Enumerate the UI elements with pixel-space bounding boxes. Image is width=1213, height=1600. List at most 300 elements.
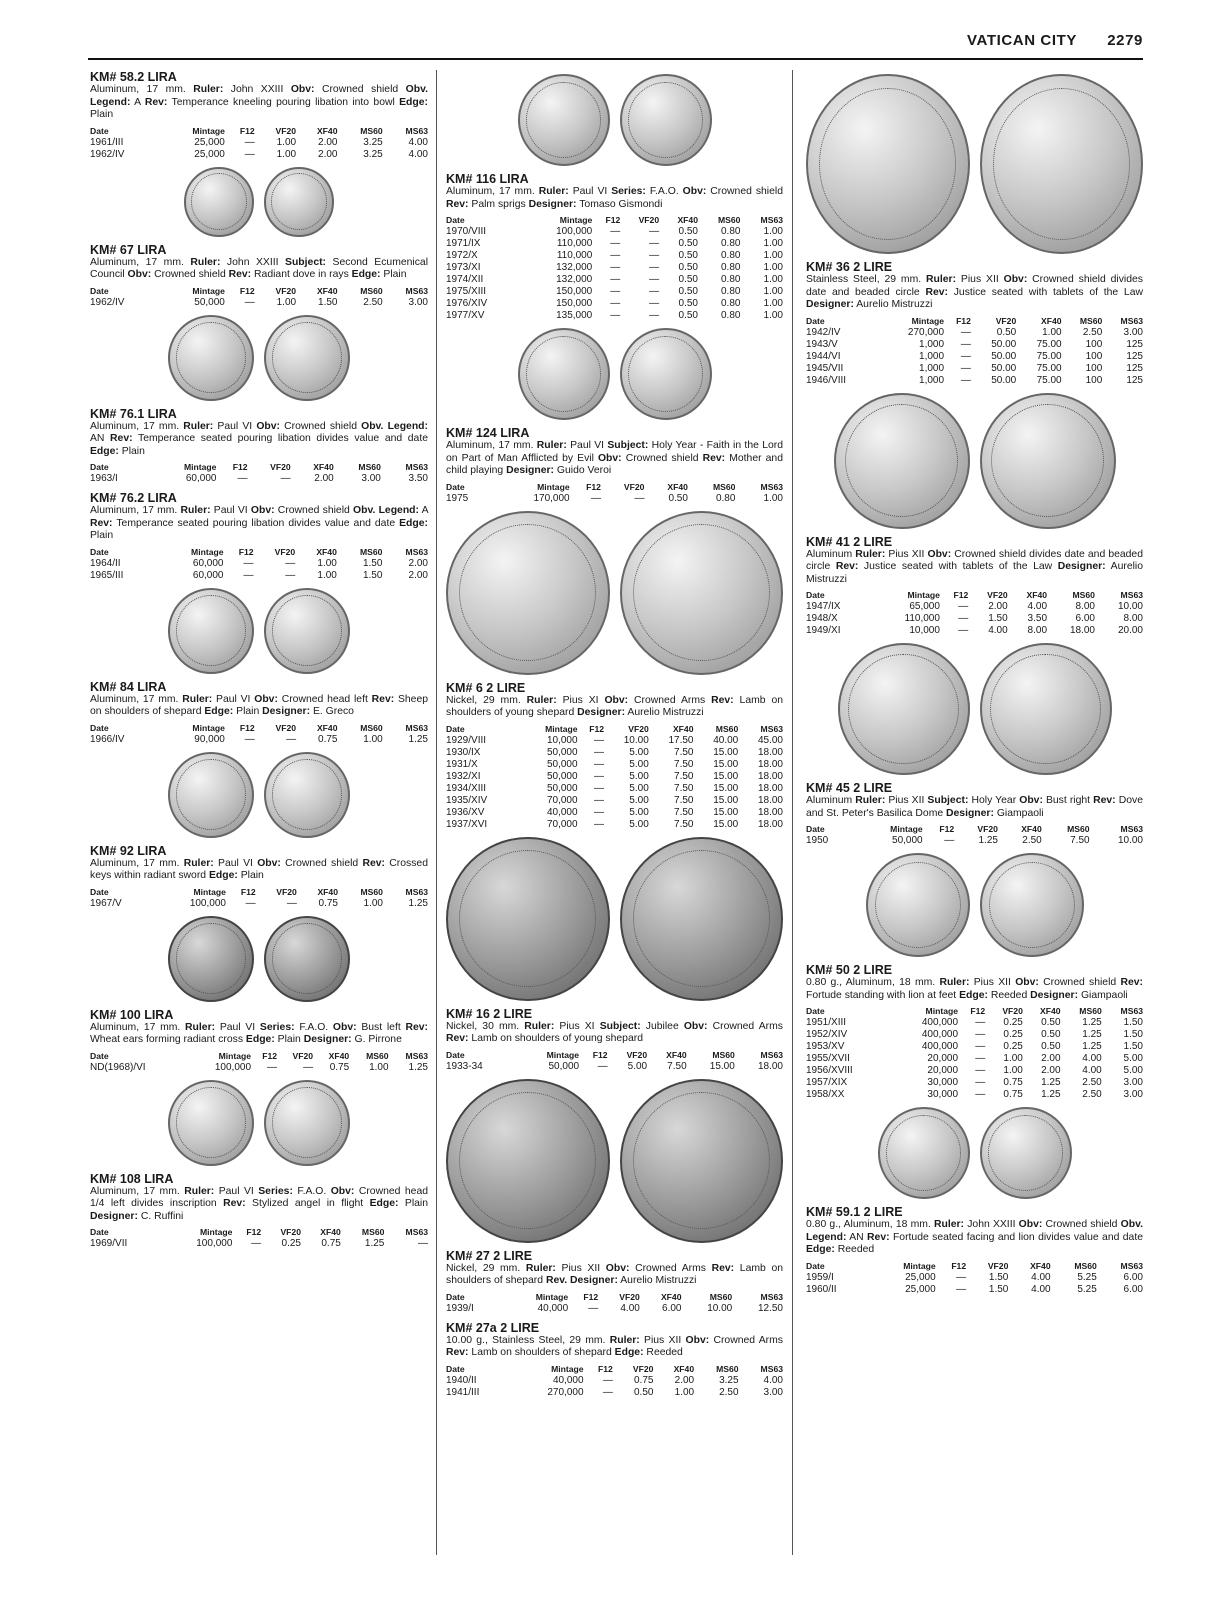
- table-row: [806, 375, 1143, 387]
- column-header: Mintage: [890, 824, 923, 834]
- column-header: XF40: [1026, 590, 1048, 600]
- catalog-entry: [90, 407, 428, 486]
- table-cell: 10,000: [909, 625, 940, 636]
- column-header: MS60: [715, 723, 739, 734]
- table-cell: 1.25: [1082, 1017, 1102, 1028]
- table-cell: 50.00: [991, 374, 1017, 386]
- table-cell: 25,000: [194, 136, 225, 148]
- coin-obverse-image: [168, 315, 254, 401]
- table-cell: 4.00: [1031, 1283, 1051, 1295]
- column-header: XF40: [316, 285, 338, 296]
- table-cell: 0.80: [720, 226, 741, 237]
- table-cell: 25,000: [194, 148, 225, 160]
- table-cell: 132,000: [556, 274, 593, 285]
- table-cell: ND(1968)/VI: [90, 1061, 146, 1073]
- table-cell: —: [975, 1017, 986, 1028]
- column-header: MS60: [1074, 1260, 1097, 1271]
- table-cell: 0.50: [1041, 1029, 1061, 1040]
- column-header: XF40: [316, 722, 338, 733]
- table-cell: 1975/XIII: [446, 286, 487, 297]
- table-cell: 150,000: [556, 286, 593, 297]
- column-header: VF20: [623, 481, 645, 492]
- table-row: [446, 795, 783, 807]
- coin-description: Aluminum Ruler: Pius XII Obv: Crowned shield divides date and beaded circle Rev: Justice seated with tablets of the Law Designer: Aurelio Mistruzzi: [806, 548, 1143, 585]
- table-cell: 1.25: [1082, 1029, 1102, 1040]
- page-number: 2279: [1107, 32, 1143, 49]
- table-cell: 3.25: [719, 1374, 739, 1386]
- coin-description: Aluminum, 17 mm. Ruler: John XXIII Obv: Crowned shield Obv. Legend: A Rev: Temperance kneeling pouring libation into bowl Edge: Plain: [90, 84, 428, 120]
- table-cell: 150,000: [556, 298, 593, 309]
- column-header: F12: [238, 546, 254, 557]
- table-cell: 0.50: [678, 250, 698, 261]
- table-cell: 1.50: [1123, 1029, 1143, 1040]
- table-row: [446, 226, 783, 238]
- table-cell: 2.00: [1041, 1065, 1061, 1076]
- km-number: KM# 92 LIRA: [90, 843, 167, 858]
- table-cell: 125: [1126, 350, 1143, 362]
- coin-reverse-image: [620, 1079, 784, 1243]
- table-cell: 0.50: [668, 492, 688, 504]
- km-number: KM# 41 2 LIRE: [806, 534, 893, 549]
- table-cell: —: [649, 274, 660, 285]
- table-cell: 100,000: [189, 897, 226, 909]
- table-cell: 6.00: [662, 1302, 682, 1314]
- table-cell: —: [649, 238, 660, 249]
- table-cell: 1949/XI: [806, 625, 841, 636]
- table-cell: 1.25: [364, 1238, 385, 1249]
- table-cell: 1.25: [408, 733, 428, 745]
- table-cell: 1.00: [763, 250, 783, 261]
- column-header: Mintage: [183, 462, 217, 472]
- table-row: [446, 238, 783, 250]
- table-cell: —: [958, 601, 969, 612]
- table-row: [446, 759, 783, 771]
- column-header: Mintage: [907, 590, 940, 600]
- table-cell: —: [975, 1089, 986, 1100]
- table-cell: 1.00: [763, 298, 783, 309]
- column-header: Mintage: [192, 722, 225, 733]
- table-cell: —: [649, 226, 660, 237]
- column-header: Date: [446, 215, 465, 225]
- km-number: KM# 100 LIRA: [90, 1007, 174, 1022]
- table-cell: —: [975, 1041, 986, 1052]
- table-cell: —: [594, 770, 605, 782]
- coin-description: Nickel, 30 mm. Ruler: Pius XI Subject: Jubilee Obv: Crowned Arms Rev: Lamb on shoulders of young shepard: [446, 1020, 783, 1044]
- table-header-row: [446, 1290, 783, 1303]
- table-cell: —: [649, 286, 660, 297]
- table-cell: 1937/XVI: [446, 818, 488, 830]
- column-header: VF20: [276, 886, 297, 897]
- table-cell: 0.25: [1003, 1041, 1023, 1052]
- mintage-table: [446, 1048, 783, 1073]
- coin-description: Aluminum, 17 mm. Ruler: Paul VI Subject: Holy Year - Faith in the Lord on Part of Man Afflicted by Evil Obv: Crowned shield Rev: Mother and child playing Designer: Guido Veroi: [446, 440, 783, 476]
- km-number: KM# 45 2 LIRE: [806, 781, 893, 795]
- table-cell: 7.50: [674, 782, 694, 794]
- table-row: [806, 613, 1143, 625]
- table-header-row: [446, 722, 783, 735]
- catalog-entry: [446, 1321, 783, 1399]
- coin-obverse-image: [446, 837, 610, 1001]
- table-row: [446, 747, 783, 759]
- column-header: XF40: [672, 723, 694, 734]
- table-cell: 0.75: [318, 733, 338, 745]
- mintage-table: [90, 284, 428, 309]
- table-cell: 1965/III: [90, 569, 124, 581]
- km-number: KM# 16 2 LIRE: [446, 1006, 533, 1021]
- coin-reverse-image: [620, 74, 712, 166]
- table-cell: 1939/I: [446, 1302, 474, 1314]
- table-cell: 50,000: [546, 782, 578, 794]
- table-cell: 15.00: [713, 818, 739, 830]
- table-cell: 2.00: [674, 1374, 695, 1386]
- table-cell: —: [634, 492, 645, 504]
- table-cell: 1967/V: [90, 897, 122, 909]
- mintage-table: [806, 314, 1143, 387]
- coin-reverse-image: [980, 643, 1112, 775]
- table-cell: 135,000: [556, 310, 593, 321]
- table-cell: 75.00: [1036, 362, 1062, 374]
- table-row: [446, 493, 783, 505]
- catalog-entry: [90, 70, 428, 237]
- column-header: XF40: [328, 1050, 350, 1061]
- table-cell: 0.75: [634, 1374, 654, 1386]
- coin-images: [806, 1107, 1143, 1199]
- table-cell: 1975: [446, 492, 469, 504]
- catalog-entry: [90, 844, 428, 1002]
- km-number: KM# 27 2 LIRE: [446, 1248, 533, 1263]
- table-cell: 1976/XIV: [446, 298, 488, 309]
- column-divider: [792, 70, 793, 1555]
- mintage-table: [90, 721, 428, 746]
- column-header: F12: [239, 722, 255, 733]
- table-cell: —: [610, 298, 621, 309]
- km-number: KM# 36 2 LIRE: [806, 260, 893, 274]
- table-row: [90, 558, 428, 570]
- table-cell: 20.00: [1117, 625, 1143, 636]
- coin-description: Aluminum, 17 mm. Ruler: John XXIII Subject: Second Ecumenical Council Obv: Crowned shield Rev: Radiant dove in rays Edge: Plain: [90, 256, 429, 280]
- column-header: VF20: [619, 1291, 640, 1302]
- mintage-table: [446, 1290, 783, 1315]
- table-cell: 18.00: [1069, 625, 1095, 636]
- column-header: MS63: [760, 1363, 783, 1374]
- km-number: KM# 76.2 LIRA: [90, 491, 177, 505]
- table-cell: 1.00: [1003, 1065, 1023, 1076]
- table-row: [806, 1017, 1143, 1029]
- table-cell: 1940/II: [446, 1374, 477, 1386]
- table-cell: —: [303, 1061, 314, 1073]
- column-left: [90, 68, 428, 1256]
- table-cell: —: [286, 733, 297, 745]
- table-cell: 2.50: [1022, 835, 1042, 846]
- column-header: Date: [806, 824, 825, 834]
- table-cell: —: [975, 1053, 986, 1064]
- table-cell: —: [237, 473, 248, 484]
- table-cell: 6.00: [1123, 1271, 1143, 1283]
- column-header: XF40: [1021, 824, 1042, 834]
- table-cell: 5.25: [1077, 1283, 1097, 1295]
- table-cell: 1,000: [919, 374, 945, 386]
- table-cell: 4.00: [1027, 601, 1048, 612]
- column-header: MS63: [405, 462, 428, 472]
- table-cell: 2.00: [408, 557, 428, 569]
- table-cell: 110,000: [556, 238, 593, 249]
- table-cell: —: [418, 1238, 428, 1249]
- column-header: F12: [598, 1363, 613, 1374]
- table-row: [446, 250, 783, 262]
- km-number: KM# 50 2 LIRE: [806, 963, 893, 977]
- km-number: KM# 84 LIRA: [90, 679, 167, 694]
- table-row: [90, 1238, 428, 1250]
- mintage-table: [446, 1362, 783, 1399]
- column-header: Mintage: [193, 886, 226, 897]
- column-header: MS63: [1120, 1260, 1143, 1271]
- column-header: F12: [583, 1291, 599, 1302]
- table-row: [446, 274, 783, 286]
- table-cell: 1.00: [763, 226, 783, 237]
- table-cell: 0.80: [720, 274, 741, 285]
- table-cell: 1973/XI: [446, 262, 481, 273]
- coin-reverse-image: [980, 74, 1144, 254]
- table-cell: 15.00: [713, 806, 739, 818]
- coin-reverse-image: [264, 916, 350, 1002]
- table-cell: 18.00: [757, 1060, 783, 1072]
- mintage-table: [806, 588, 1143, 637]
- table-cell: 1.25: [1041, 1077, 1061, 1088]
- table-cell: 0.75: [329, 1061, 350, 1073]
- table-cell: 1953/XV: [806, 1041, 845, 1052]
- table-row: [90, 149, 428, 161]
- column-header: MS60: [360, 722, 383, 733]
- catalog-entry: [90, 243, 428, 401]
- coin-images: [446, 74, 783, 166]
- column-header: XF40: [316, 546, 337, 557]
- table-cell: 0.50: [634, 1386, 654, 1398]
- table-cell: 0.75: [321, 1238, 341, 1249]
- table-row: [446, 771, 783, 783]
- table-cell: —: [243, 557, 254, 569]
- column-header: F12: [939, 824, 955, 834]
- table-row: [446, 310, 783, 322]
- table-cell: —: [590, 492, 601, 504]
- table-cell: 10,000: [546, 734, 578, 746]
- table-cell: 1956/XVIII: [806, 1065, 853, 1076]
- mintage-table: [446, 213, 783, 322]
- coin-reverse-image: [264, 315, 350, 401]
- table-cell: 3.25: [363, 148, 383, 160]
- column-header: XF40: [313, 462, 334, 472]
- table-cell: 18.00: [757, 770, 783, 782]
- coin-obverse-image: [866, 853, 970, 957]
- coin-obverse-image: [806, 74, 970, 254]
- coin-description: Aluminum, 17 mm. Ruler: Paul VI Series: F.A.O. Obv: Crowned shield Rev: Palm sprigs Designer: Tomaso Gismondi: [446, 186, 783, 210]
- column-header: VF20: [292, 1050, 314, 1061]
- coin-images: [90, 588, 428, 674]
- table-cell: 3.50: [408, 473, 428, 484]
- table-cell: 5.00: [629, 806, 649, 818]
- column-header: F12: [951, 1260, 967, 1271]
- table-cell: —: [960, 362, 971, 374]
- table-cell: 6.00: [1123, 1283, 1143, 1295]
- table-cell: 1.00: [674, 1386, 695, 1398]
- table-cell: 0.75: [1003, 1089, 1023, 1100]
- table-header-row: [446, 1048, 783, 1061]
- table-cell: 1.50: [1123, 1041, 1143, 1052]
- table-cell: 7.50: [674, 806, 694, 818]
- table-cell: —: [956, 1271, 967, 1283]
- table-row: [90, 1062, 428, 1074]
- table-cell: 1.50: [362, 569, 383, 581]
- table-cell: 8.00: [1123, 613, 1143, 624]
- table-row: [446, 262, 783, 274]
- column-header: MS60: [360, 886, 383, 897]
- mintage-table: [90, 1049, 428, 1074]
- catalog-entry: [446, 1249, 783, 1315]
- table-cell: 1972/X: [446, 250, 478, 261]
- table-cell: —: [960, 326, 971, 338]
- column-header: XF40: [677, 215, 698, 225]
- table-cell: —: [610, 226, 621, 237]
- coin-description: 0.80 g., Aluminum, 18 mm. Ruler: John XXIII Obv: Crowned shield Obv. Legend: AN Rev: Fortude seated facing and lion divides value and date Edge: Reeded: [806, 1219, 1143, 1255]
- column-header: Mintage: [218, 1050, 252, 1061]
- table-cell: 2.50: [1082, 326, 1103, 338]
- column-header: Date: [806, 590, 825, 600]
- table-row: [806, 625, 1143, 637]
- column-header: MS60: [1079, 315, 1103, 326]
- table-cell: 30,000: [927, 1077, 959, 1088]
- table-cell: 25,000: [905, 1271, 936, 1283]
- table-row: [806, 1089, 1143, 1101]
- table-header-row: [806, 314, 1143, 327]
- table-cell: 0.80: [720, 310, 741, 321]
- coin-description: Stainless Steel, 29 mm. Ruler: Pius XII Obv: Crowned shield divides date and beaded circle Rev: Justice seated with tablets of the Law Designer: Aurelio Mistruzzi: [806, 274, 1143, 310]
- coin-images: [90, 167, 428, 237]
- column-header: MS60: [716, 1363, 739, 1374]
- table-cell: 1.00: [763, 286, 783, 297]
- table-cell: 50,000: [546, 758, 578, 770]
- column-header: F12: [246, 1227, 262, 1237]
- catalog-entry: [446, 681, 783, 1001]
- table-cell: 1.00: [763, 262, 783, 273]
- table-cell: 1929/VIII: [446, 734, 487, 746]
- table-cell: —: [610, 274, 621, 285]
- table-cell: —: [975, 1065, 986, 1076]
- mintage-table: [90, 885, 428, 910]
- table-cell: —: [588, 1302, 599, 1314]
- table-cell: 60,000: [192, 569, 224, 581]
- catalog-entry: [446, 426, 783, 675]
- coin-description: Aluminum, 17 mm. Ruler: Paul VI Obv: Crowned shield Obv. Legend: AN Rev: Temperance seated pouring libation divides value and date Edge: Plain: [90, 420, 428, 457]
- table-cell: 0.50: [996, 326, 1017, 338]
- table-cell: —: [245, 897, 256, 909]
- table-header-row: [446, 213, 783, 226]
- coin-reverse-image: [264, 167, 334, 237]
- table-cell: 1962/IV: [90, 296, 125, 308]
- table-cell: 1962/IV: [90, 148, 125, 160]
- table-cell: 5.00: [629, 770, 649, 782]
- table-row: [446, 735, 783, 747]
- column-header: VF20: [280, 1227, 301, 1237]
- table-cell: 1945/VII: [806, 362, 844, 374]
- column-header: XF40: [320, 1227, 341, 1237]
- running-title: VATICAN CITY: [967, 32, 1077, 49]
- coin-reverse-image: [620, 328, 712, 420]
- table-cell: 7.50: [1070, 835, 1090, 846]
- catalog-entry: [90, 1008, 428, 1166]
- column-header: Date: [90, 462, 109, 472]
- table-header-row: [90, 1049, 428, 1062]
- table-cell: 50.00: [991, 350, 1017, 362]
- column-header: F12: [592, 1049, 608, 1060]
- table-header-row: [90, 460, 428, 473]
- table-cell: 100,000: [214, 1061, 252, 1073]
- column-header: Date: [806, 1260, 825, 1271]
- table-row: [446, 819, 783, 831]
- table-cell: —: [285, 569, 296, 581]
- coin-reverse-image: [620, 511, 784, 675]
- table-cell: —: [610, 262, 621, 273]
- table-cell: 1.00: [276, 136, 297, 148]
- table-row: [90, 297, 428, 309]
- table-cell: 7.50: [674, 770, 694, 782]
- table-cell: 1.00: [317, 569, 337, 581]
- column-header: Mintage: [191, 546, 224, 557]
- column-header: VF20: [638, 215, 660, 225]
- table-cell: 0.50: [678, 238, 698, 249]
- table-cell: 4.00: [408, 136, 428, 148]
- table-cell: 18.00: [757, 794, 783, 806]
- catalog-entry: [90, 1172, 428, 1251]
- table-cell: 1955/XVII: [806, 1053, 850, 1064]
- table-cell: 0.50: [678, 298, 698, 309]
- table-cell: —: [594, 782, 605, 794]
- table-cell: 0.80: [720, 250, 741, 261]
- table-cell: 1971/IX: [446, 238, 481, 249]
- coin-images: [806, 74, 1143, 254]
- table-cell: —: [960, 350, 971, 362]
- table-row: [446, 783, 783, 795]
- column-header: F12: [589, 723, 605, 734]
- km-number: KM# 58.2 LIRA: [90, 70, 177, 84]
- coin-reverse-image: [980, 1107, 1072, 1199]
- table-cell: —: [594, 806, 605, 818]
- table-cell: 2.50: [719, 1386, 739, 1398]
- table-cell: 1944/VI: [806, 350, 841, 362]
- km-number: KM# 108 LIRA: [90, 1171, 174, 1186]
- column-header: F12: [239, 125, 255, 136]
- table-cell: 75.00: [1036, 350, 1062, 362]
- coin-description: Nickel, 29 mm. Ruler: Pius XI Obv: Crowned Arms Rev: Lamb on shoulders of young shepard Designer: Aurelio Mistruzzi: [446, 694, 784, 718]
- table-cell: 8.00: [1075, 601, 1095, 612]
- table-cell: 18.00: [757, 818, 783, 830]
- table-cell: 1.00: [763, 492, 783, 504]
- table-cell: 1933-34: [446, 1060, 483, 1072]
- coin-images: [806, 643, 1143, 775]
- column-header: Date: [90, 1050, 109, 1061]
- column-header: MS60: [360, 125, 383, 136]
- column-header: MS60: [360, 285, 383, 296]
- coin-reverse-image: [620, 837, 784, 1001]
- table-cell: 100,000: [196, 1238, 233, 1249]
- table-cell: 20,000: [927, 1053, 959, 1064]
- table-cell: 1.00: [763, 274, 783, 285]
- table-cell: 1930/IX: [446, 746, 481, 758]
- table-row: [90, 473, 428, 485]
- table-cell: 8.00: [1027, 625, 1048, 636]
- table-cell: 100,000: [556, 226, 593, 237]
- table-cell: —: [649, 310, 660, 321]
- coin-reverse-image: [980, 393, 1116, 529]
- table-cell: 12.50: [757, 1302, 783, 1314]
